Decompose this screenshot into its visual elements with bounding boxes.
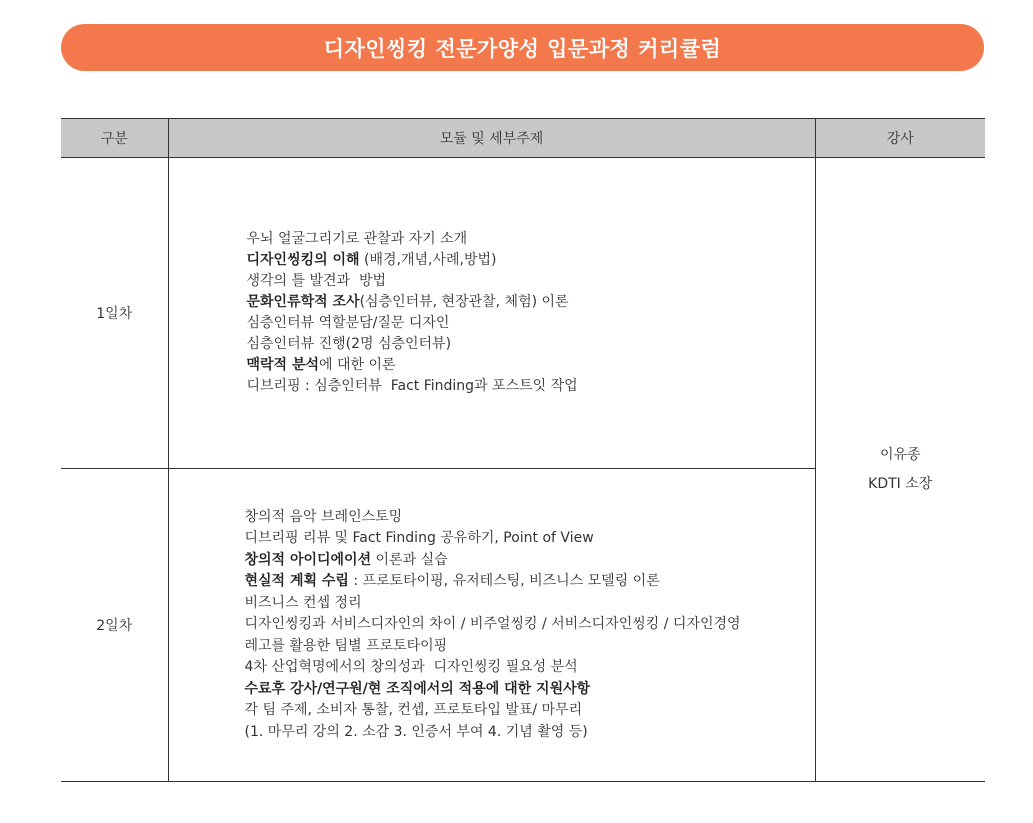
header-instructor: 강사 bbox=[815, 119, 985, 158]
day1-topics-cell bbox=[168, 158, 815, 469]
topic-bold-text: 창의적 아이디에이션 bbox=[244, 551, 372, 568]
topic-text: 각 팀 주제, 소비자 통찰, 컨셉, 프로토타입 발표/ 마무리 bbox=[244, 702, 583, 719]
topic-text: (1. 마무리 강의 2. 소감 3. 인증서 부여 4. 기념 촬영 등) bbox=[244, 723, 588, 740]
topic-item bbox=[247, 355, 815, 376]
table-row-day1 bbox=[61, 158, 985, 469]
topic-text: 4차 산업혁명에서의 창의성과 디자인씽킹 필요성 분석 bbox=[244, 659, 578, 676]
table-header-row bbox=[61, 119, 985, 158]
day1-topic-list bbox=[169, 229, 815, 397]
topic-item bbox=[245, 657, 815, 679]
topic-bold-text: 맥락적 분석 bbox=[246, 357, 319, 373]
topic-item bbox=[245, 571, 815, 593]
topic-item bbox=[245, 679, 815, 701]
topic-text: 디브리핑 리뷰 및 Fact Finding 공유하기, Point of View bbox=[244, 530, 594, 547]
topic-text: (배경,개념,사례,방법) bbox=[359, 252, 497, 268]
topic-item bbox=[247, 313, 815, 334]
topic-bold-text: 디자인씽킹의 이해 bbox=[246, 252, 360, 268]
topic-bold-text: 문화인류학적 조사 bbox=[246, 294, 360, 310]
topic-text: 창의적 음악 브레인스토밍 bbox=[244, 508, 403, 525]
topic-text: 디자인씽킹과 서비스디자인의 차이 / 비주얼씽킹 / 서비스디자인씽킹 / 디자인경영 bbox=[244, 616, 741, 633]
day2-topic-list bbox=[169, 507, 815, 744]
topic-text: 디브리핑 : 심층인터뷰 Fact Finding과 포스트잇 작업 bbox=[246, 378, 578, 394]
topic-item bbox=[247, 334, 815, 355]
topic-item bbox=[245, 636, 815, 658]
topic-bold-text: 현실적 계획 수립 bbox=[244, 573, 349, 590]
header-module: 모듈 및 세부주제 bbox=[168, 119, 815, 158]
topic-bold-text: 수료후 강사/연구원/현 조직에서의 적용에 대한 지원사항 bbox=[244, 680, 591, 697]
topic-item bbox=[245, 507, 815, 529]
topic-text: 심층인터뷰 진행(2명 심층인터뷰) bbox=[246, 336, 452, 352]
topic-text: : 프로토타이핑, 유저테스팅, 비즈니스 모델링 이론 bbox=[348, 573, 660, 590]
day2-topics-cell bbox=[168, 469, 815, 782]
topic-item bbox=[247, 271, 815, 292]
topic-item bbox=[245, 700, 815, 722]
day-label: 1일차 bbox=[61, 158, 168, 469]
curriculum-title: 디자인씽킹 전문가양성 입문과정 커리큘럼 bbox=[61, 24, 984, 71]
topic-item bbox=[247, 250, 815, 271]
topic-item bbox=[247, 229, 815, 250]
instructor-name: 이유종 bbox=[879, 446, 921, 463]
day-label: 2일차 bbox=[61, 469, 168, 782]
instructor-cell bbox=[815, 158, 985, 782]
topic-item bbox=[245, 528, 815, 550]
topic-text: (심층인터뷰, 현장관찰, 체험) 이론 bbox=[359, 294, 569, 310]
topic-item bbox=[247, 376, 815, 397]
topic-text: 생각의 틀 발견과 방법 bbox=[246, 273, 387, 289]
topic-text: 비즈니스 컨셉 정리 bbox=[244, 594, 362, 611]
header-division: 구분 bbox=[61, 119, 168, 158]
topic-item bbox=[247, 292, 815, 313]
topic-item bbox=[245, 550, 815, 572]
instructor-position: KDTI 소장 bbox=[868, 475, 933, 492]
topic-item bbox=[245, 722, 815, 744]
topic-item bbox=[245, 614, 815, 636]
topic-text: 심층인터뷰 역할분담/질문 디자인 bbox=[246, 315, 450, 331]
topic-text: 에 대한 이론 bbox=[319, 357, 396, 373]
topic-text: 이론과 실습 bbox=[371, 551, 448, 568]
topic-text: 레고를 활용한 팀별 프로토타이핑 bbox=[244, 637, 448, 654]
topic-text: 우뇌 얼굴그리기로 관찰과 자기 소개 bbox=[246, 231, 468, 247]
topic-item bbox=[245, 593, 815, 615]
curriculum-table bbox=[61, 118, 985, 782]
